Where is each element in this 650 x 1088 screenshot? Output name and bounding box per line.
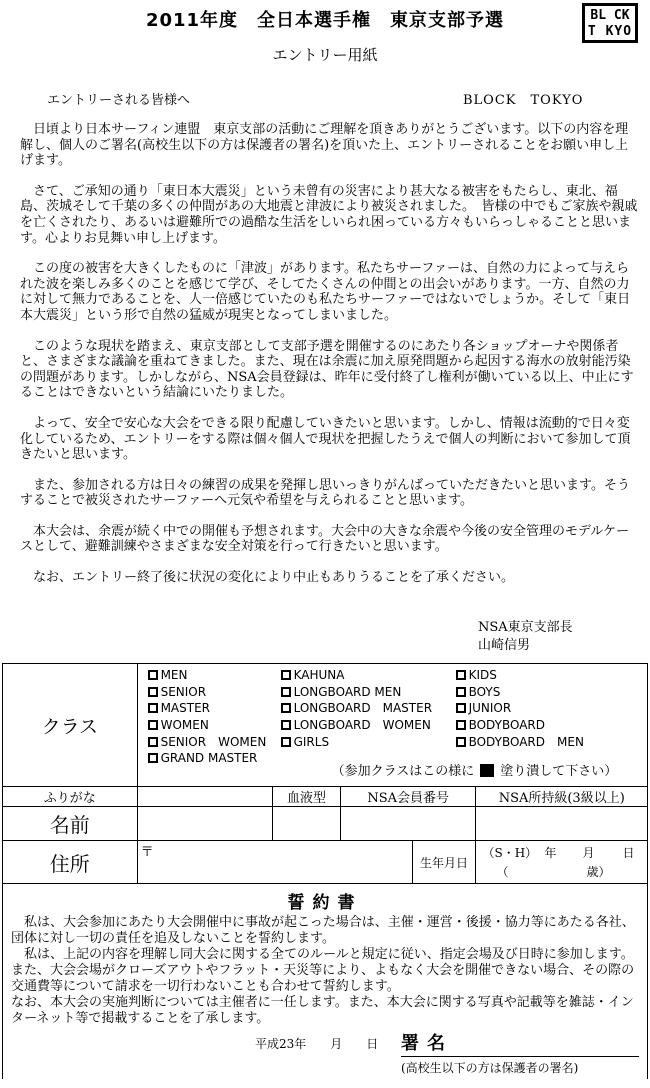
letter-paragraph: また、参加される方は日々の練習の成果を発揮し思いっきりがんばっていただきたいと思います。そうすることで被災されたサーファーへ元気や希望を与えられることと思います。 (20, 477, 630, 509)
greeting: エントリーされる皆様へ (47, 93, 191, 108)
pledge-section (3, 884, 648, 1080)
postal-mark: 〒 (140, 845, 154, 860)
checkbox-icon[interactable] (281, 670, 291, 680)
class-option[interactable]: BOYS (456, 685, 501, 699)
class-option[interactable]: KAHUNA (281, 668, 345, 682)
checkbox-icon[interactable] (148, 703, 158, 713)
checkbox-icon[interactable] (148, 753, 158, 763)
age-close: 歳） (586, 865, 611, 879)
organization-name: BLOCK TOKYO (463, 93, 584, 108)
furigana-field[interactable] (137, 787, 273, 807)
class-option[interactable]: SENIOR WOMEN (148, 735, 267, 749)
pledge-paragraph: 私は、大会参加にあたり大会開催中に事故が起こった場合は、主催・運営・後援・協力等にあたる各社、団体に対し一切の責任を追及しないことを誓約します。 (11, 915, 635, 946)
checkbox-icon[interactable] (456, 687, 466, 697)
checkbox-icon[interactable] (456, 703, 466, 713)
birth-date-label: 生年月日 (412, 841, 476, 884)
checkbox-icon[interactable] (148, 670, 158, 680)
address-label: 住所 (3, 841, 138, 884)
furigana-label: ふりがな (3, 787, 138, 807)
nsa-number-field[interactable] (340, 807, 476, 841)
letter-signature (478, 619, 638, 655)
signature-label: 署名 (401, 1033, 453, 1054)
entry-form-table (2, 663, 648, 1079)
name-field[interactable] (137, 807, 273, 841)
pledge-note: なお、本大会の実施判断については主催者に一任します。また、本大会に関する写真や記載等を雑誌・インターネット等で掲載することを了承します。 (11, 995, 634, 1026)
checkbox-icon[interactable] (281, 703, 291, 713)
checkbox-icon[interactable] (456, 670, 466, 680)
letter-body (20, 122, 640, 601)
checkbox-icon[interactable] (281, 720, 291, 730)
logo-line-1: BL CK (590, 8, 630, 23)
class-option[interactable]: SENIOR (148, 685, 207, 699)
name-label: 名前 (3, 807, 138, 841)
guardian-note: (高校生以下の方は保護者の署名) (401, 1061, 579, 1075)
signature-title: NSA東京支部長 (478, 620, 573, 635)
page-subtitle: エントリー用紙 (272, 46, 378, 64)
class-option[interactable]: BODYBOARD (456, 718, 545, 732)
checkbox-icon[interactable] (281, 687, 291, 697)
checkbox-icon[interactable] (281, 737, 291, 747)
pledge-paragraph: 私は、上記の内容を理解し同大会に関する全てのルールと規定に従い、指定会場及び日時に参加します。また、大会会場がクローズアウトやフラット・天災等により、よもなく大会を開催できない場合、その際の交通費等について請求を一切行わないことも合わせて誓約します。 (11, 947, 635, 994)
checkbox-icon[interactable] (148, 737, 158, 747)
nsa-grade-label: NSA所持級(3級以上) (476, 787, 648, 807)
birth-date-field[interactable] (476, 841, 648, 884)
letter-paragraph: このような現状を踏まえ、東京支部として支部予選を開催するのにあたり各ショップオーナや関係者と、さまざまな議論を重ねてきました。また、現在は余震に加え原発問題から起因する海水の放射能汚染の問題があります。しかしながら、NSA会員登録は、昨年に受付終了し権利が働いている以上、中止にすることはできないという結論にいたりました。 (20, 338, 634, 401)
class-option[interactable]: GIRLS (281, 735, 329, 749)
pledge-date: 平成23年 月 日 (255, 1037, 379, 1051)
class-option[interactable]: MEN (148, 668, 188, 682)
class-label: クラス (3, 664, 138, 787)
page-title: 2011年度 全日本選手権 東京支部予選 (145, 10, 505, 31)
class-option[interactable]: LONGBOARD MASTER (281, 701, 432, 715)
checkbox-icon[interactable] (148, 720, 158, 730)
pledge-body (3, 913, 647, 1027)
letter-paragraph: なお、エントリー終了後に状況の変化により中止もありうることを了承ください。 (33, 570, 515, 586)
blood-type-field[interactable] (273, 807, 341, 841)
signature-name: 山崎信男 (478, 638, 531, 653)
letter-paragraph: さて、ご承知の通り「東日本大震災」という未曾有の災害により甚大なる被害をもたらし、東北、福島、茨城そして千葉の多くの仲間があの大地震と津波により被災されました。 皆様の中でもご家族や親戚を亡くされたり、あるいは避難所での過酷な生活をしいられ困っている方々もいらっしゃることと思います。心よりお見舞い申し上げます。 (20, 183, 638, 246)
class-option[interactable]: GRAND MASTER (148, 751, 258, 765)
pledge-title: 誓約書 (287, 893, 363, 913)
birth-month-unit: 月 (582, 846, 595, 860)
checkbox-icon[interactable] (148, 687, 158, 697)
class-fill-instruction: （参加クラスはこの様に 塗り潰して下さい） (331, 764, 618, 779)
birth-year-unit: 年 (544, 846, 557, 860)
birth-day-unit: 日 (622, 846, 635, 860)
logo-line-2: T KYO (587, 24, 633, 39)
nsa-grade-field[interactable] (476, 807, 648, 841)
letter-paragraph: 本大会は、余震が続く中での開催も予想されます。大会中の大きな余震や今後の安全管理のモデルケースとして、避難訓練やさまざまな安全対策を行って行きたいと思います。 (20, 523, 630, 555)
class-option[interactable]: LONGBOARD MEN (281, 685, 402, 699)
letter-paragraph: よって、安全で安心な大会をできる限り配慮していきたいと思います。しかし、情報は流動的で日々変化しているため、エントリーをする際は個々個人で現状を把握したうえで個人の判断において参加して頂きたいと思います。 (20, 415, 631, 463)
letter-paragraph: 日頃より日本サーフィン連盟 東京支部の活動にご理解を頂きありがとうございます。以下の内容を理解し、個人のご署名(高校生以下の方は保護者の署名)を頂いた上、エントリーされることをお願い申し上げます。 (20, 122, 629, 169)
class-options (137, 664, 647, 787)
letter-paragraph: この度の被害を大きくしたものに「津波」があります。私たちサーファーは、自然の力によって与えられた波を楽しみ多くのことを感じて学び、そしてたくさんの仲間との出会いがあります。一方、自然の力に対して無力であることを、人一倍感じていたのも私たちサーファーではないでしょうか。そして「東日本大震災」という形で自然の猛威が現実となってしまいました。 (20, 261, 631, 323)
block-tokyo-logo (582, 3, 638, 43)
age-open: （ (496, 865, 509, 879)
birth-era: （S・H） (482, 846, 538, 860)
nsa-number-label: NSA会員番号 (340, 787, 476, 807)
class-option[interactable]: WOMEN (148, 718, 209, 732)
checkbox-icon[interactable] (456, 720, 466, 730)
signature-line[interactable] (401, 1056, 639, 1057)
class-option[interactable]: KIDS (456, 668, 497, 682)
address-field[interactable] (137, 841, 412, 884)
filled-square-icon (480, 764, 494, 777)
class-option[interactable]: MASTER (148, 701, 210, 715)
blood-type-label: 血液型 (273, 787, 341, 807)
class-option[interactable]: LONGBOARD WOMEN (281, 718, 431, 732)
signature-area (3, 1027, 647, 1079)
class-option[interactable]: JUNIOR (456, 701, 512, 715)
checkbox-icon[interactable] (456, 737, 466, 747)
class-option[interactable]: BODYBOARD MEN (456, 735, 584, 749)
